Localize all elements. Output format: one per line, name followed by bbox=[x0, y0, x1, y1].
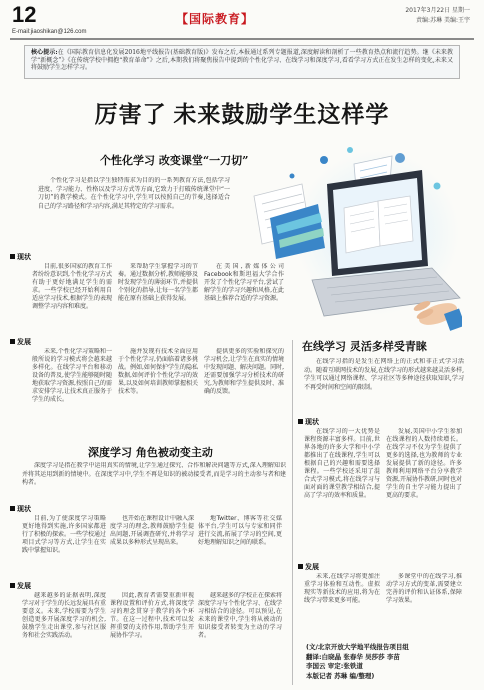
online-dev-col: 多课堂中的在线学习,推动学习方式的变革,需要建立完善的评价和认证体系,保障学习效果。 bbox=[386, 573, 462, 604]
personalized-status-col: 目前,很多国家的教育工作者纷纷意识到,个性化学习方式有助于更好地满足学生的需求。一些学校已经开始利用自适应学习技术,根据学生的表现调整学习内容和难度。 bbox=[32, 263, 112, 310]
deep-status-col: 也开始在课程设计中融入深度学习的理念,教师鼓励学生提出问题,开展调查研究,并将学习成果以多种形式呈现出来。 bbox=[110, 515, 194, 546]
personalized-dev-col: 未来,个性化学习策略和一般所说的学习模式将会越来越多样化。在线学习平台和移动设备的普及,使学生能够随时随地获取学习资源,按照自己的需求安排学习,让技术真正服务于学生的成长。 bbox=[32, 348, 112, 403]
online-status-label: 现状 bbox=[298, 418, 319, 427]
online-title: 在线学习 灵活多样受青睐 bbox=[302, 340, 427, 353]
personalized-dev-col: 提供更多的实验和探究的学习机会,让学生在真实的情境中发现问题、解决问题。同时,还需要加强学习分析技术的研究,为教师和学生提供及时、准确的反馈。 bbox=[204, 348, 284, 395]
section-tag: 【国际教育】 bbox=[176, 12, 255, 26]
personalized-dev-label: 发展 bbox=[10, 338, 31, 347]
personalized-title: 个性化学习 改变课堂“一刀切” bbox=[100, 154, 249, 167]
deep-status-col: 地Twitter、博客等社交媒体平台,学生可以与专家和同伴进行交流,拓展了学习的空间,更好地理解知识之间的联系。 bbox=[198, 515, 282, 546]
deep-dev-col: 越来越多的证据表明,深度学习对于学生的长远发展具有重要意义。未来,学校需要为学生创造更多开展深度学习的机会,鼓励学生走出课堂,参与社区服务和社会实践活动。 bbox=[22, 592, 106, 639]
header-email: E-mail:jiaoshikan@126.com bbox=[12, 29, 87, 35]
online-status-col: 发展,美国中小学生参加在线课程的人数持续增长。在线学习不仅为学生提供了更多的选择,也为教师的专业发展提供了新的途径。许多教师利用网络平台分享教学资源,开展协作教研,同时也对学生的自主学习能力提出了更高的要求。 bbox=[386, 428, 462, 499]
deep-dev-col: 越来越多的学校正在探索将深度学习与个性化学习、在线学习相结合的途径。可以预见,在未来的课堂中,学生将从被动的知识接受者转变为主动的学习者。 bbox=[198, 592, 282, 639]
online-dev-label: 发展 bbox=[298, 563, 319, 572]
online-intro: 在线学习指的是发生在网络上的正式和非正式学习活动。随着互联网技术的发展,在线学习的形式越来越灵活多样,学生可以通过网络课程、学习社区等多种途径获取知识,学习不再受时间和空间的限制。 bbox=[304, 358, 464, 391]
main-headline: 厉害了 未来鼓励学生这样学 bbox=[94, 102, 390, 127]
credit-line: 翻译:白晓晶 张春华 吴莎莎 李苗 bbox=[306, 652, 400, 661]
editor-credits: 责编:苏琳 美编:王宇 bbox=[416, 17, 470, 24]
credit-box bbox=[302, 640, 470, 684]
personalized-status-col: 在美国,新媒体公司Facebook和斯坦福大学合作开发了个性化学习平台,尝试了解学生的学习兴趣和风格,在此基础上推荐合适的学习资源。 bbox=[204, 263, 284, 302]
personalized-status-col: 来帮助学生掌握学习的节奏。通过数据分析,教师能够及时发现学生的薄弱环节,并提供个别化的指导,让每一名学生都能在原有基础上获得发展。 bbox=[118, 263, 198, 302]
personalized-intro: 个性化学习是指以学生独特需求为目的的一系列教育方法,包括学习进度、学习能力、性格以及学习方式等方面,它致力于打破传统课堂中“一刀切”的教学模式。在个性化学习中,学生可以按照自己的节奏,选择适合自己的学习路径和学习内容,满足其特定的学习需求。 bbox=[38, 177, 230, 210]
credit-line: (文/北京开放大学地平线报告项目组 bbox=[306, 643, 409, 651]
personalized-status-label: 现状 bbox=[10, 253, 31, 262]
online-dev-col: 未来,在线学习将更加注重学习体验和互动性。虚拟现实等新技术的应用,将为在线学习带来更多可能。 bbox=[304, 573, 380, 604]
issue-date: 2017年3月22日 星期一 bbox=[405, 7, 470, 14]
deep-status-label: 现状 bbox=[10, 505, 31, 514]
core-tip-box bbox=[24, 45, 460, 79]
deep-status-col: 目前,为了使深度学习策略更好地得到实施,许多国家都进行了积极的探索。一些学校通过项目式学习等方式,让学生在实践中掌握知识。 bbox=[22, 515, 106, 554]
column-divider bbox=[292, 340, 293, 685]
header-rule bbox=[10, 38, 474, 40]
deep-dev-label: 发展 bbox=[10, 582, 31, 591]
personalized-dev-col: 施并发现有技术全面应用于个性化学习,仍面临着诸多挑战。例如,如何保护学生的隐私数据,如何评价个性化学习的效果,以及如何培训教师掌握相关技术等。 bbox=[118, 348, 198, 395]
deep-dev-col: 因此,教育者需要重新审视课程设置和评价方式,将深度学习的理念贯穿于教学的各个环节。在这一过程中,技术可以发挥重要的支持作用,帮助学生开展协作学习。 bbox=[110, 592, 194, 639]
core-tip-text: 在《国际教育信息化发展2016地平线报告(基础教育版)》发布之后,本报通过系列专题报道,深度解读和剖析了一些教育热点和流行趋势。继《未来教学“新概念”》《在传统学校中拥抱“教育革命”》之后,本期我们将聚焦报告中提到的个性化学习、在线学习和深度学习,看看学习方式正在发生怎样的变化,未来又将鼓励学生怎样学习。 bbox=[31, 49, 453, 71]
hand bbox=[412, 299, 462, 331]
online-status-col: 在线学习的一大优势是课程资源丰富多样。目前,世界各地的许多大学和中小学都推出了在线课程,学生可以根据自己的兴趣和需要选择课程。一些学校还采用了混合式学习模式,将在线学习与面对面的课堂教学相结合,提高了学习的效率和质量。 bbox=[304, 428, 380, 499]
deep-title: 深度学习 角色被动变主动 bbox=[88, 446, 213, 459]
credit-line: 李国云 审定:张铁道 bbox=[306, 662, 363, 670]
deep-intro: 深度学习是指在教学中运用真实的情境,让学生通过探究、合作和解决问题等方式,深入理解知识并将其运用到新的情境中。在深度学习中,学生不再是知识的被动接受者,而是学习的主动参与者和建构者。 bbox=[22, 462, 286, 486]
page-number: 12 bbox=[12, 2, 37, 27]
credit-line: 本版记者 苏琳 编/整理) bbox=[306, 671, 375, 680]
core-tip-label: 核心提示: bbox=[31, 49, 58, 56]
